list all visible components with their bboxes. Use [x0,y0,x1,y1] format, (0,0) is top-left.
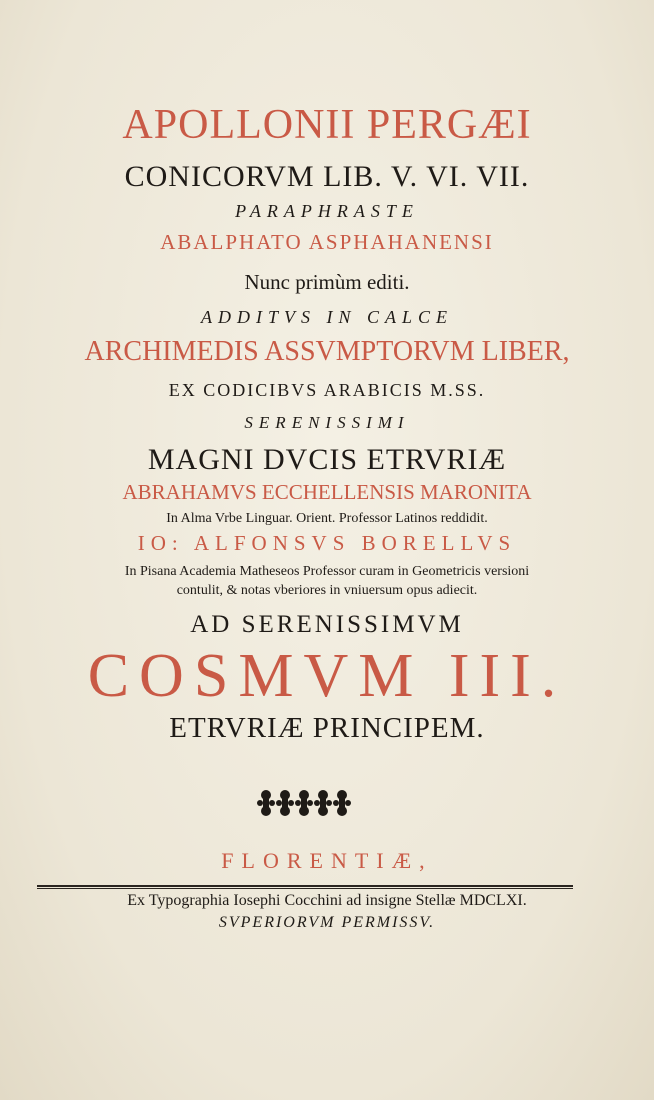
dedicatee-title: ETRVRIÆ PRINCIPEM. [169,712,485,744]
translator-name: ABRAHAMVS ECCHELLENSIS MARONITA [122,480,532,504]
nunc-primum-line: Nunc primùm editi. [244,270,410,294]
dedication-line: AD SERENISSIMVM [190,611,464,638]
ex-codicibus-line: EX CODICIBVS ARABICIS M.SS. [168,380,486,400]
archimedis-line: ARCHIMEDIS ASSVMPTORVM LIBER, [84,336,570,367]
work-title: CONICORVM LIB. V. VI. VII. [124,160,530,193]
fleuron-ornament-icon [255,790,355,816]
editor-name: IO: ALFONSVS BORELLVS [137,531,517,555]
editor-description-1: In Pisana Academia Matheseos Professor curam in Geometricis versioni [124,564,530,579]
editor-description-2: contulit, & notas vberiores in vniuersum opus adiecit. [176,583,478,598]
additus-line: ADDITVS IN CALCE [200,307,453,327]
paraphraste-label: PARAPHRASTE [235,201,419,221]
imprint-city: FLORENTIÆ, [221,848,433,873]
paraphrast-name: ABALPHATO ASPHAHANENSI [160,230,494,254]
dedicatee-name: COSMVM III. [87,642,567,710]
imprint-rule [37,885,573,889]
printer-line: Ex Typographia Iosephi Cocchini ad insigne Stellæ MDCLXI. [127,892,527,909]
author-title: APOLLONII PERGÆI [122,102,532,148]
translator-description: In Alma Vrbe Linguar. Orient. Professor Latinos reddidit. [166,511,488,526]
serenissimi-line: SERENISSIMI [244,413,410,432]
magni-ducis-line: MAGNI DVCIS ETRVRIÆ [147,443,507,476]
permission-line: SVPERIORVM PERMISSV. [218,914,436,931]
